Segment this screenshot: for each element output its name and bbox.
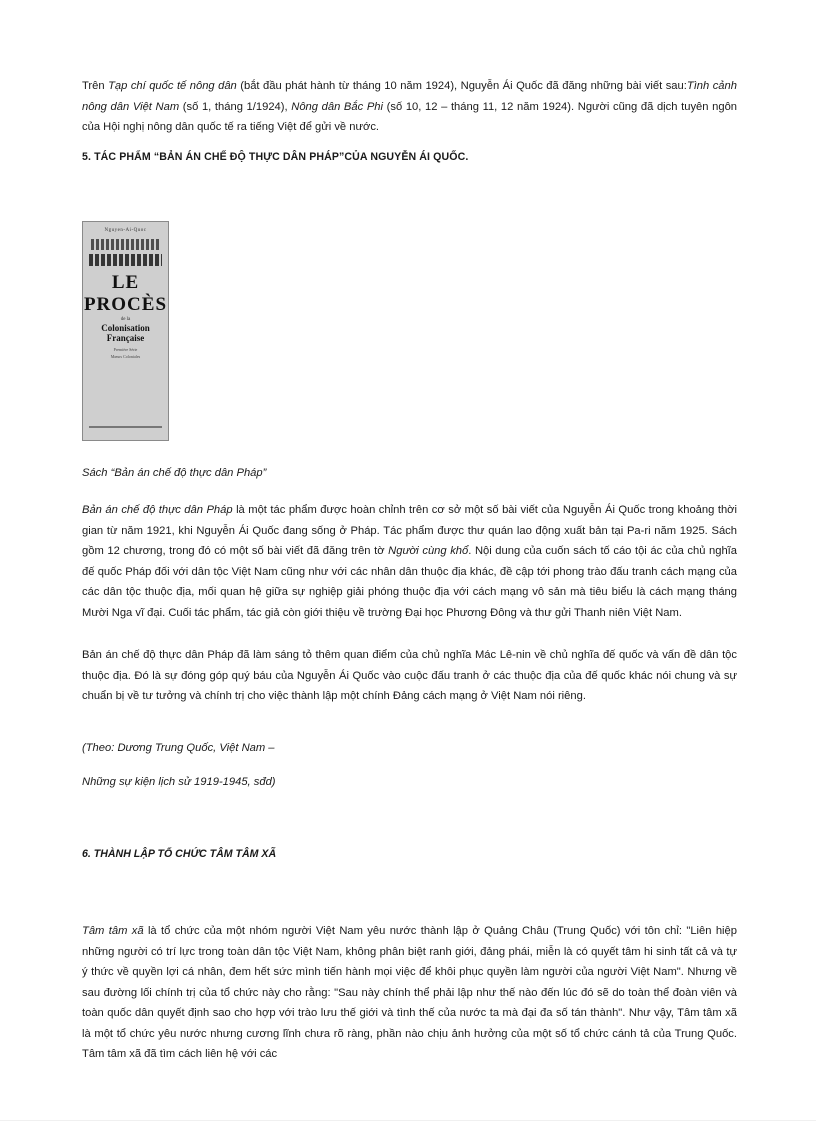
paragraph-book-summary [82, 500, 737, 623]
journal-title: Tạp chí quốc tế nông dân [108, 80, 237, 92]
text-run: (số 1, tháng 1/1924), [179, 100, 292, 113]
source-citation-line-2: Những sự kiện lịch sử 1919-1945, sđd) [82, 776, 276, 788]
source-citation-line-1: (Theo: Dương Trung Quốc, Việt Nam – [82, 742, 275, 754]
book-series-name: Mœurs Coloniales [110, 354, 141, 359]
arabic-script-band [91, 239, 160, 250]
article-title: Tình cảnh nông dân Việt Nam [82, 80, 737, 113]
text-run: (số 10, 12 – tháng 11, 12 năm 1924). Người cũng đã dịch tuyên ngôn của Hội nghị nông dân quốc tế ra tiếng Việt để gửi về nước. [82, 100, 738, 133]
book-subtitle: Colonisation Française [101, 323, 150, 343]
book-title: LE PROCÈS [83, 272, 168, 315]
article-title: Nông dân Bắc Phi [291, 100, 384, 113]
book-author: Nguyen-Ai-Quoc [104, 228, 147, 233]
paragraph-farmers-journal [82, 76, 737, 138]
newspaper-title: Người cùng khổ [388, 545, 469, 557]
publisher-line [89, 426, 162, 428]
page-bottom-edge [0, 1120, 816, 1121]
text-run: Trên [82, 80, 109, 92]
section-heading-6: 6. THÀNH LẬP TỔ CHỨC TÂM TÂM XÃ [82, 848, 277, 860]
chinese-script-band [89, 254, 162, 266]
section-heading-5: 5. TÁC PHẨM “BẢN ÁN CHẾ ĐỘ THỰC DÂN PHÁP”CỦA NGUYỄN ÁI QUỐC. [82, 151, 469, 163]
text-run: là tổ chức của một nhóm người Việt Nam yêu nước thành lập ở Quảng Châu (Trung Quốc) với tôn chỉ: "Liên hiệp những người có trí lực trong toàn dân tộc Việt Nam, không phân biệt ranh giới, đảng phái, miễn là có quyết tâm hi sinh tất cả và tự ý thức về quyền lợi cá nhân, đem hết sức mình tiến hành mọi việc để khôi phục quyền làm người của người Việt Nam". Nhưng về sau đường lối chính trị của tổ chức này cho rằng: "Sau này chính thể phải lập như thế nào đến lúc đó sẽ do toàn thể đoàn viên và toàn quốc dân quyết định sao cho hợp với trào lưu thế giới và tình thế của nước ta mà đại đa số tán thành". Như vậy, Tâm tâm xã là một tổ chức yêu nước nhưng cương lĩnh chưa rõ ràng, phần nào chịu ảnh hưởng của một số tổ chức cánh tả của Trung Quốc. Tâm tâm xã đã tìm cách liên hệ với các [82, 925, 737, 1060]
paragraph-tam-tam-xa [82, 921, 737, 1065]
book-series: Première Série [113, 347, 138, 352]
image-caption: Sách “Bản án chế độ thực dân Pháp” [82, 467, 267, 479]
book-title-connector: de la [120, 317, 131, 322]
text-run: (bắt đầu phát hành từ tháng 10 năm 1924), Nguyễn Ái Quốc đã đăng những bài viết sau: [236, 80, 687, 92]
text-run: là một tác phẩm được hoàn chỉnh trên cơ sở một số bài viết của Nguyễn Ái Quốc trong khoảng thời gian từ năm 1921, khi Nguyễn Ái Quốc đang sống ở Pháp. Tác phẩm được thư quán lao động xuất bản tại Pa-ri năm 1925. Sách gồm 12 chương, trong đó có một số bài viết đã đăng trên tờ [82, 504, 737, 557]
organization-name: Tâm tâm xã [82, 925, 144, 937]
text-run: . Nội dung của cuốn sách tố cáo tội ác của chủ nghĩa đế quốc Pháp đối với dân tộc Việt Nam cũng như với các nhân dân thuộc địa khác, đề cập tới phong trào đấu tranh cách mạng của các dân tộc thuộc địa, mối quan hệ giữa sự nghiệp giải phóng thuộc địa với cách mạng vô sản mà tiêu biểu là cách mạng tháng Mười Nga vĩ đại. Cuối tác phẩm, tác giả còn giới thiệu về trường Đại học Phương Đông và thư gửi Thanh niên Việt Nam. [82, 545, 737, 619]
book-cover-image [82, 221, 169, 441]
book-title-inline: Bản án chế độ thực dân Pháp [82, 504, 233, 516]
paragraph-book-significance: Bản án chế độ thực dân Pháp đã làm sáng tỏ thêm quan điểm của chủ nghĩa Mác Lê-nin về chủ nghĩa đế quốc và vấn đề dân tộc thuộc địa. Đó là sự đóng góp quý báu của Nguyễn Ái Quốc vào cuộc đấu tranh ở các thuộc địa của đế quốc khác nói chung và sự chuẩn bị về tư tưởng và chính trị cho việc thành lập một chính Đảng cách mạng ở Việt Nam nói riêng. [82, 649, 737, 702]
